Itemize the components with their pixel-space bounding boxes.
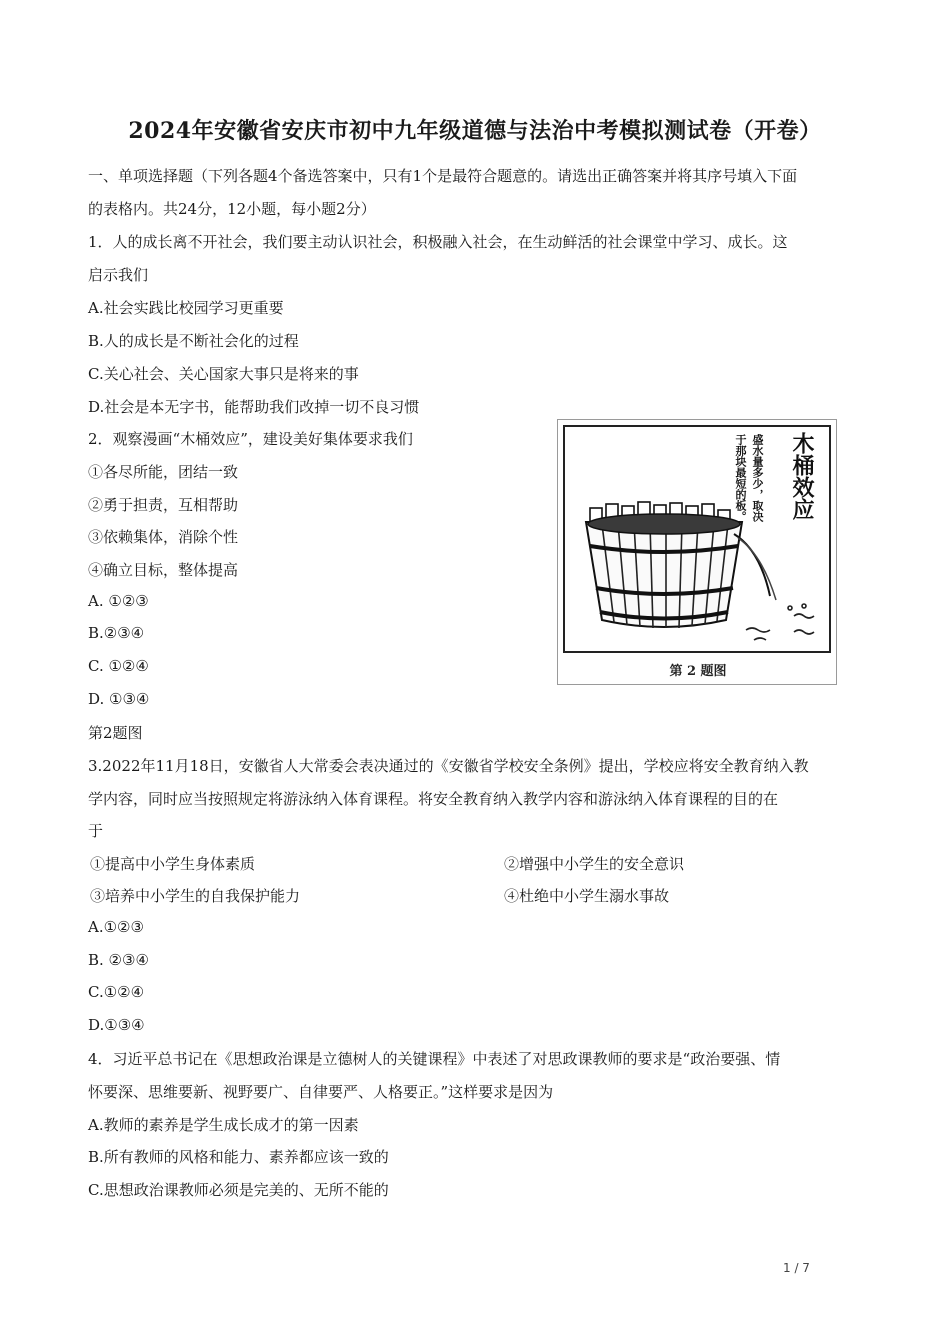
q2-option-b: B.②③④ (88, 624, 145, 642)
q4-stem-line2: 怀要深、思维要新、视野要广、自律要严、人格要正。”这样要求是因为 (88, 1083, 554, 1101)
q3-item-2: ②增强中小学生的安全意识 (504, 855, 685, 873)
q2-option-d: D. ①③④ (88, 690, 150, 708)
q1-option-a: A.社会实践比校园学习更重要 (88, 299, 284, 317)
splash-marks (746, 604, 814, 640)
q2-stem: 2．观察漫画“木桶效应”，建设美好集体要求我们 (88, 430, 413, 448)
q3-stem-line3: 于 (88, 822, 104, 840)
q2-figure-caption-text: 第2题图 (88, 724, 143, 742)
q3-item-1: ①提高中小学生身体素质 (90, 855, 256, 873)
q3-option-b: B. ②③④ (88, 951, 149, 969)
q3-stem-line1: 3.2022年11月18日，安徽省人大常委会表决通过的《安徽省学校安全条例》提出，学校应将安全教育纳入教 (88, 757, 809, 775)
q1-stem-line2: 启示我们 (88, 266, 149, 284)
q2-option-a: A. ①②③ (88, 592, 149, 610)
page-number: 1 / 7 (783, 1261, 810, 1275)
q1-option-c: C.关心社会、关心国家大事只是将来的事 (88, 365, 359, 383)
q2-option-c: C. ①②④ (88, 657, 149, 675)
page-title: 2024年安徽省安庆市初中九年级道德与法治中考模拟测试卷（开卷） (128, 118, 822, 144)
q4-option-b: B.所有教师的风格和能力、素养都应该一致的 (88, 1148, 389, 1166)
q3-stem-line2: 学内容，同时应当按照规定将游泳纳入体育课程。将安全教育纳入教学内容和游泳纳入体育课程的目的在 (88, 790, 779, 808)
q2-item-4: ④确立目标，整体提高 (88, 561, 239, 579)
q1-option-b: B.人的成长是不断社会化的过程 (88, 332, 299, 350)
cartoon-slogan: 盛水量多少，取决于那块最短的板。 (734, 434, 764, 522)
cartoon-title: 木桶效应 (789, 432, 814, 520)
water-surface (588, 514, 740, 534)
q1-stem-line1: 1．人的成长离不开社会，我们要主动认识社会，积极融入社会，在生动鲜活的社会课堂中学习、成长。这 (88, 233, 788, 251)
q2-item-1: ①各尽所能，团结一致 (88, 463, 239, 481)
q2-item-3: ③依赖集体，消除个性 (88, 528, 239, 546)
water-spill-2 (738, 538, 776, 600)
section-instructions-line1: 一、单项选择题（下列各题4个备选答案中，只有1个是最符合题意的。请选出正确答案并将其序号填入下面 (88, 167, 798, 185)
q2-item-2: ②勇于担责，互相帮助 (88, 496, 239, 514)
q1-option-d: D.社会是本无字书，能帮助我们改掉一切不良习惯 (88, 398, 420, 416)
q3-option-a: A.①②③ (88, 918, 144, 936)
q3-item-3: ③培养中小学生的自我保护能力 (90, 887, 301, 905)
q3-item-4: ④杜绝中小学生溺水事故 (504, 887, 670, 905)
figure-caption: 第 2 题图 (669, 664, 727, 679)
barrel-cartoon-figure (557, 419, 837, 685)
q4-option-c: C.思想政治课教师必须是完美的、无所不能的 (88, 1181, 389, 1199)
section-instructions-line2: 的表格内。共24分，12小题，每小题2分） (88, 200, 376, 218)
q4-option-a: A.教师的素养是学生成长成才的第一因素 (88, 1116, 359, 1134)
q4-stem-line1: 4．习近平总书记在《思想政治课是立德树人的关键课程》中表述了对思政课教师的要求是“政治要强、情 (88, 1050, 781, 1068)
q3-option-d: D.①③④ (88, 1016, 145, 1034)
q3-option-c: C.①②④ (88, 983, 145, 1001)
